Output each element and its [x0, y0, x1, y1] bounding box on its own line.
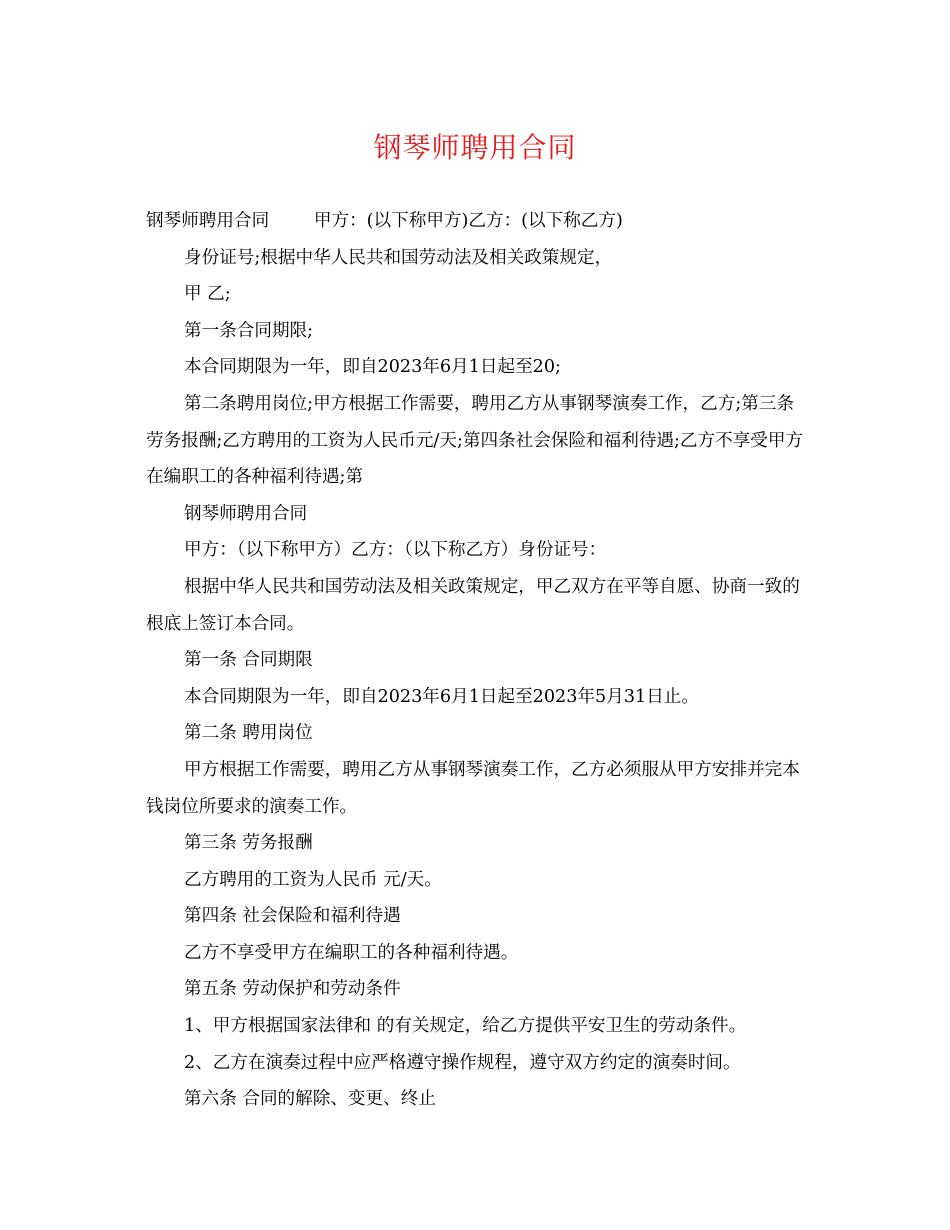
paragraph-13: 第三条 劳务报酬 [184, 833, 313, 854]
paragraph-11: 第二条 聘用岗位 [184, 723, 313, 744]
paragraph-18: 1、甲方根据国家法律和 的有关规定，给乙方提供平安卫生的劳动条件。 [184, 1016, 747, 1037]
paragraph-1: 身份证号;根据中华人民共和国劳动法及相关政策规定， [184, 247, 613, 268]
paragraph-10: 本合同期限为一年，即自2023年6月1日起至2023年5月31日止。 [184, 686, 699, 707]
document-title: 钢琴师聘用合同 [373, 131, 577, 164]
paragraph-3: 第一条合同期限; [184, 320, 314, 341]
paragraph-17: 第五条 劳动保护和劳动条件 [184, 979, 401, 1000]
paragraph-6: 钢琴师聘用合同 [184, 503, 308, 524]
paragraph-15: 第四条 社会保险和福利待遇 [184, 906, 401, 927]
paragraph-20: 第六条 合同的解除、变更、终止 [184, 1089, 436, 1110]
document-body [146, 203, 804, 1118]
paragraph-8: 根据中华人民共和国劳动法及相关政策规定，甲乙双方在平等自愿、协商一致的根底上签订本合同。 [146, 576, 800, 634]
paragraph-5: 第二条聘用岗位;甲方根据工作需要，聘用乙方从事钢琴演奏工作，乙方;第三条劳务报酬;乙方聘用的工资为人民币元/天;第四条社会保险和福利待遇;乙方不享受甲方在编职工的各种福利待遇;第 [146, 393, 804, 488]
paragraph-16: 乙方不享受甲方在编职工的各种福利待遇。 [184, 942, 519, 963]
paragraph-12: 甲方根据工作需要，聘用乙方从事钢琴演奏工作，乙方必须服从甲方安排并完本钱岗位所要求的演奏工作。 [146, 759, 800, 817]
paragraph-9: 第一条 合同期限 [184, 650, 313, 671]
paragraph-4: 本合同期限为一年，即自2023年6月1日起至20; [184, 357, 561, 378]
paragraph-19: 2、乙方在演奏过程中应严格遵守操作规程，遵守双方约定的演奏时间。 [184, 1052, 741, 1073]
paragraph-7: 甲方：（以下称甲方）乙方：（以下称乙方）身份证号： [184, 540, 607, 561]
paragraph-0: 钢琴师聘用合同 甲方：(以下称甲方)乙方：(以下称乙方) [146, 211, 623, 231]
paragraph-2: 甲 乙; [184, 284, 231, 305]
paragraph-14: 乙方聘用的工资为人民币 元/天。 [184, 869, 442, 890]
